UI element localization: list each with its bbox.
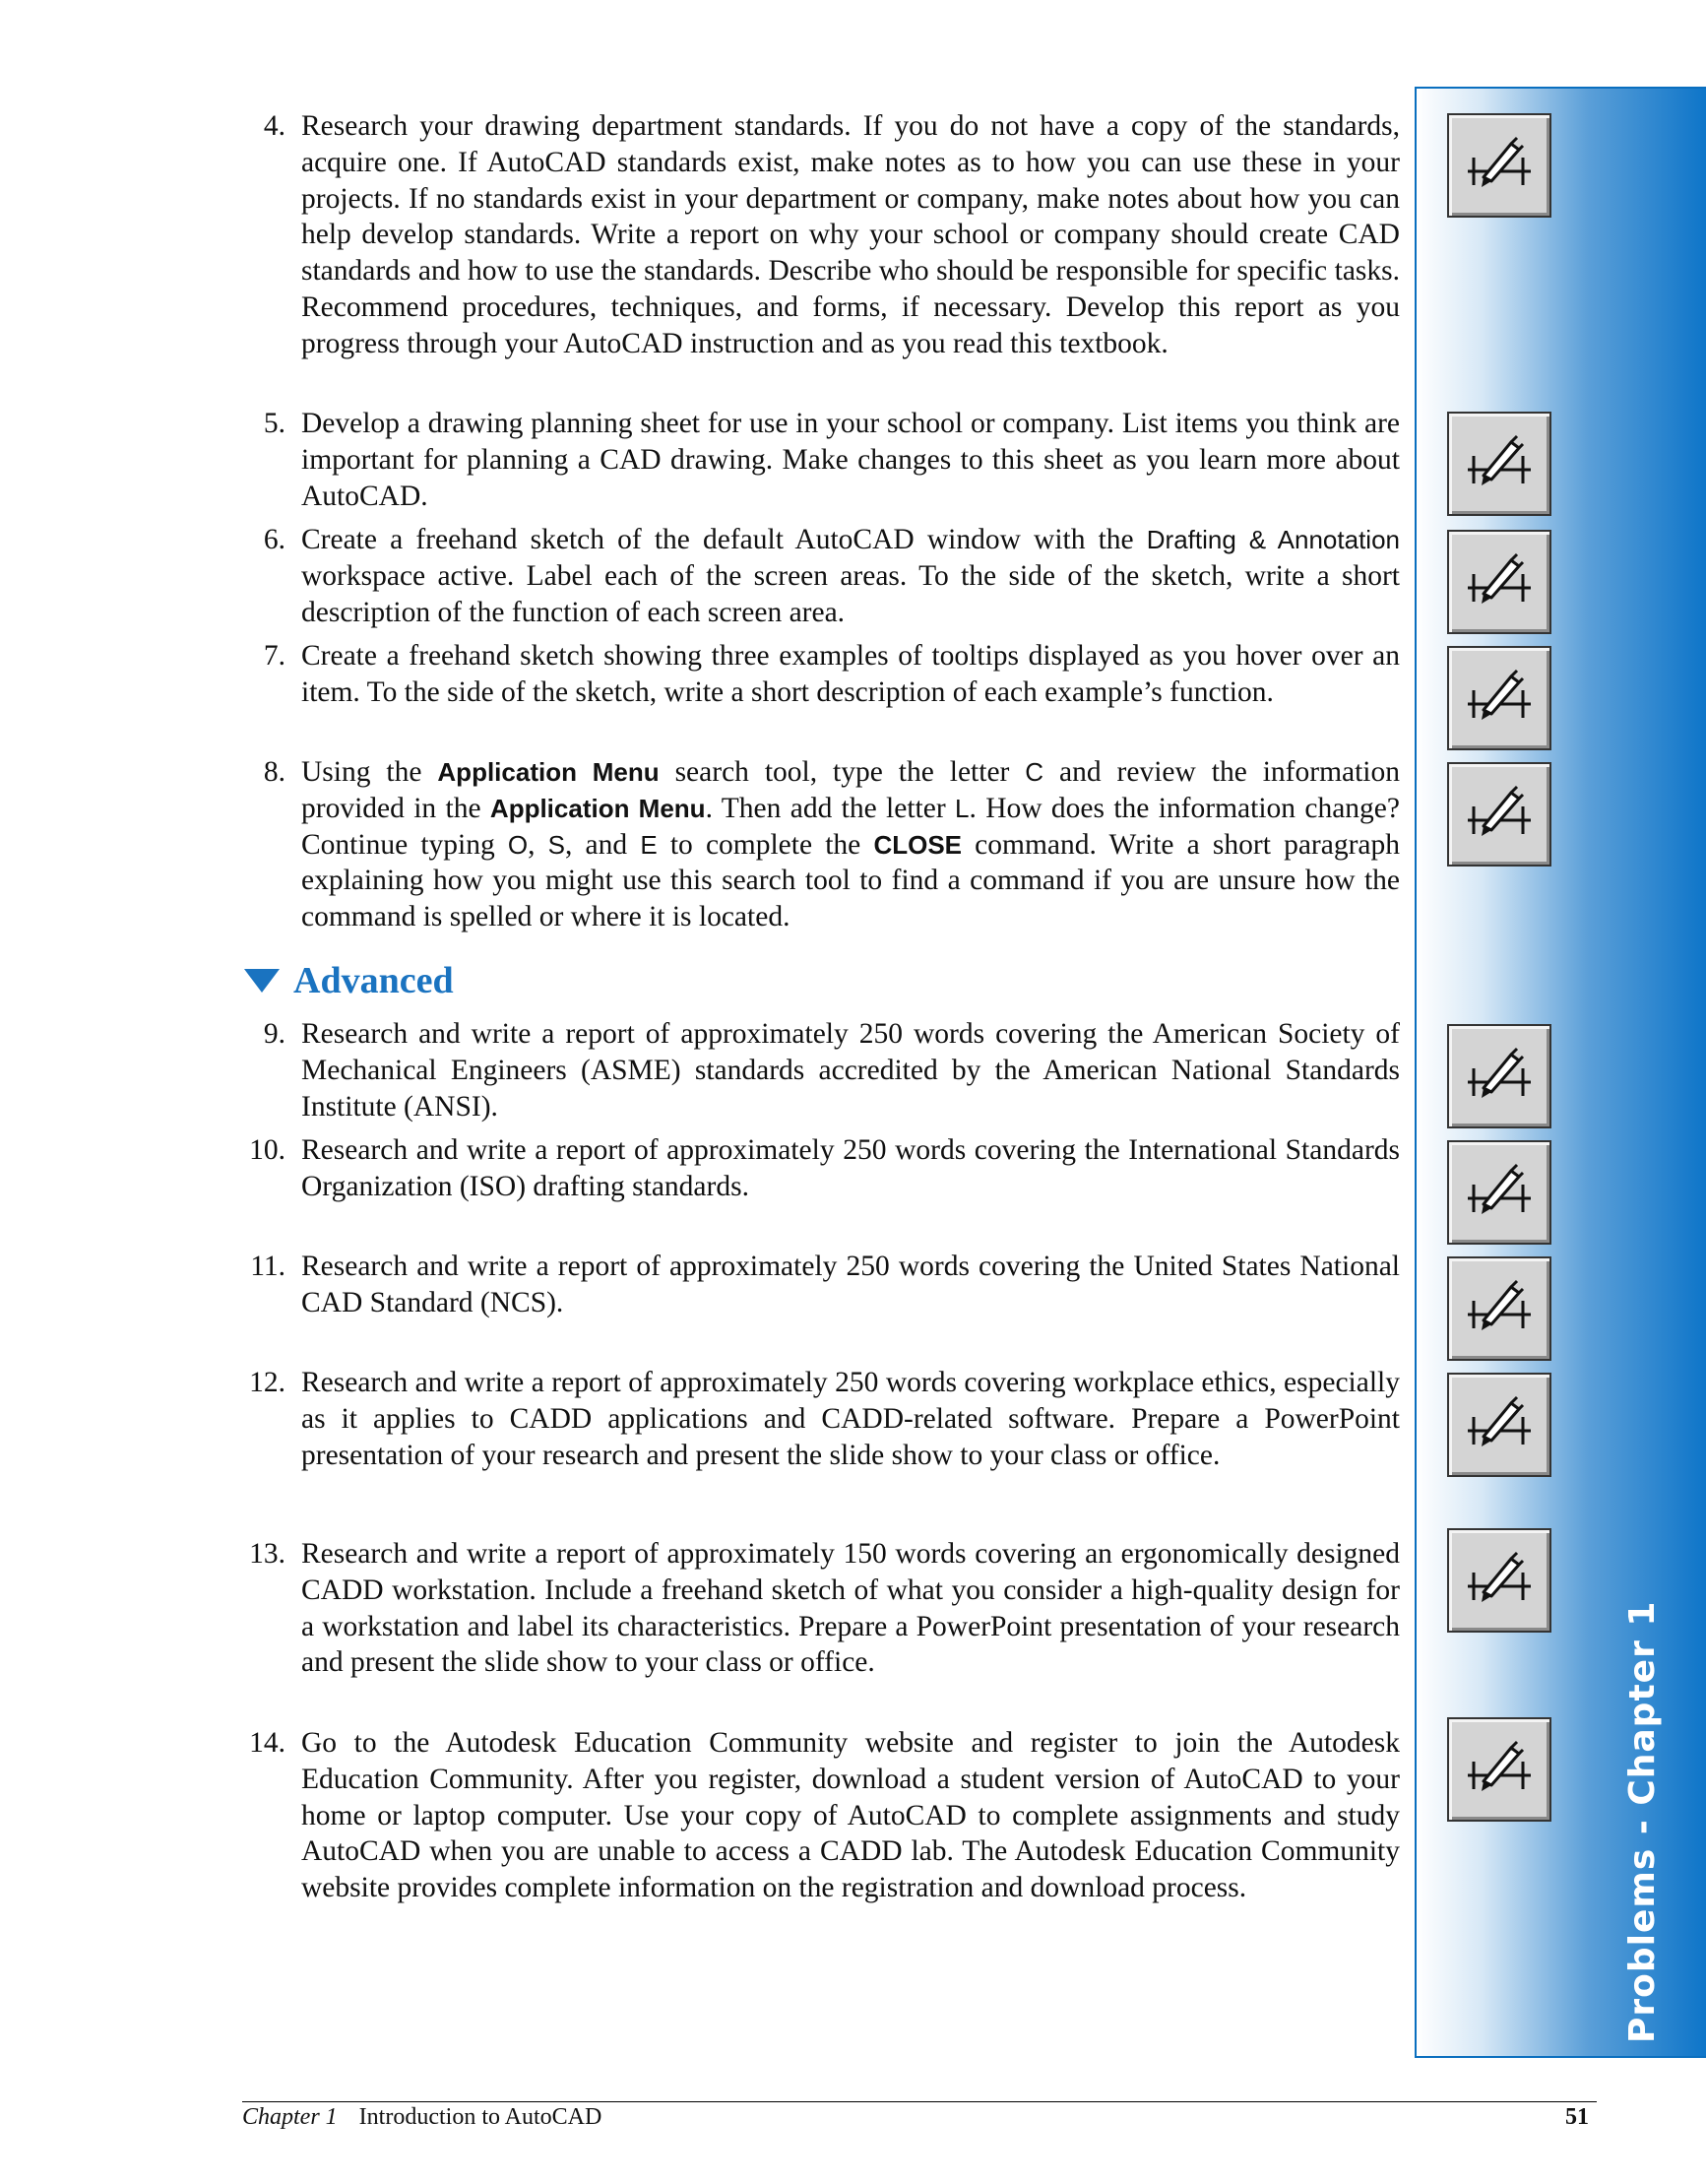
drafting-pencil-icon [1447,412,1551,516]
ui-term: CLOSE [873,829,963,860]
problem-item [219,1249,1400,1321]
problem-text [301,1249,1400,1321]
text-run: Go to the Autodesk Education Community website and register to join the Autodesk Education Community. After you register, download a student version of AutoCAD to your home or laptop computer. Use your copy of AutoCAD to complete assignments and study AutoCAD when you are unable to access a CADD lab. The Autodesk Education Community website provides complete information on the registration and download process. [301,1727,1400,1904]
ui-term: L [955,793,970,823]
text-run: Research and write a report of approximately 250 words covering the United States National CAD Standard (NCS). [301,1251,1400,1318]
drafting-pencil-icon [1447,1256,1551,1361]
text-run: search tool, type the letter [659,756,1026,788]
problem-number: 14. [249,1727,285,1759]
problem-item [219,638,1400,711]
problem-number: 6. [263,524,285,555]
text-run: Research your drawing department standards. If you do not have a copy of the standards, acquire one. If AutoCAD standards exist, make notes as to how you can use these in your projects. If no standards exist in your department or company, make notes about how you can help develop standards. Write a report on why your school or company should create CAD standards and how to use the standards. Describe who should be responsible for specific tasks. Recommend procedures, techniques, and forms, if necessary. Develop this report as you progress through your AutoCAD instruction and as you read this textbook. [301,110,1400,359]
text-run: Research and write a report of approximately 250 words covering workplace ethics, especially as it applies to CADD applications and CADD-related software. Prepare a PowerPoint presentation of your research and present the slide show to your class or office. [301,1367,1400,1471]
drafting-pencil-icon [1447,1528,1551,1633]
problem-item [219,522,1400,630]
problem-text [301,1132,1400,1205]
footer-title: Introduction to AutoCAD [358,2104,602,2130]
problem-number: 5. [263,408,285,439]
problem-text [301,638,1400,711]
problem-number: 13. [249,1538,285,1570]
drafting-pencil-icon [1447,530,1551,634]
text-run: Develop a drawing planning sheet for use in your school or company. List items you think are important for planning a CAD drawing. Make changes to this sheet as you learn more about AutoCAD. [301,408,1400,512]
text-run: Create a freehand sketch of the default AutoCAD window with the [301,524,1147,555]
problem-number: 12. [249,1367,285,1398]
text-run: and review the information provided in the [301,756,1400,824]
text-run: . Then add the letter [705,792,956,824]
problem-item [219,406,1400,514]
ui-term: Application Menu [437,757,660,787]
problem-item [219,754,1400,935]
problem-number: 7. [263,640,285,672]
problem-text [301,1016,1400,1124]
drafting-pencil-icon [1447,113,1551,218]
ui-term: C [1025,757,1044,787]
problem-item [219,1365,1400,1473]
problem-text [301,754,1400,935]
problem-number: 11. [250,1251,285,1282]
problem-item [219,1016,1400,1124]
text-run: Research and write a report of approximately 250 words covering the International Standards Organization (ISO) drafting standards. [301,1134,1400,1202]
problem-number: 9. [263,1018,285,1050]
ui-term: Application Menu [489,793,706,823]
side-tab-title: Problems - Chapter 1 [1622,1600,1663,2043]
drafting-pencil-icon [1447,1373,1551,1477]
problem-text [301,1536,1400,1681]
text-run: to complete the [657,828,874,861]
problem-text [301,406,1400,514]
footer-chapter: Chapter 1 [242,2104,338,2130]
problem-number: 8. [263,756,285,788]
ui-term: Drafting & Annotation [1146,525,1400,554]
page-number: 51 [1565,2104,1589,2130]
drafting-pencil-icon [1447,1024,1551,1128]
text-run: Research and write a report of approximately 150 words covering an ergonomically designed CADD workstation. Include a freehand sketch of what you consider a high-quality design for a workstation and label its characteristics. Prepare a PowerPoint presentation of your research and present the slide show to your class or office. [301,1538,1400,1679]
problem-text [301,1365,1400,1473]
text-run: command. Write a short paragraph explaining how you might use this search tool to find a command if you are unsure how the command is spelled or where it is located. [301,828,1401,933]
problem-item [219,108,1400,362]
drafting-pencil-icon [1447,762,1551,867]
problem-item [219,1132,1400,1205]
text-run: , and [565,828,641,861]
text-run: Using the [301,756,438,788]
drafting-pencil-icon [1447,1140,1551,1245]
footer-rule [242,2101,1597,2102]
triangle-down-icon [244,969,280,993]
problem-text [301,108,1400,362]
ui-term: O [507,829,529,860]
text-run: Create a freehand sketch showing three examples of tooltips displayed as you hover over an item. To the side of the sketch, write a short description of each example’s function. [301,640,1400,708]
problem-number: 10. [249,1134,285,1166]
text-run: . How does the information change? Continue typing [301,792,1400,861]
ui-term: E [640,829,658,860]
drafting-pencil-icon [1447,1717,1551,1822]
problem-item [219,1536,1400,1681]
problem-text [301,1725,1400,1906]
section-heading [244,959,454,1002]
problem-text [301,522,1400,630]
text-run: , [528,828,548,861]
text-run: Research and write a report of approximately 250 words covering the American Society of Mechanical Engineers (ASME) standards accredited by the American National Standards Institute (ANSI). [301,1018,1400,1123]
text-run: workspace active. Label each of the screen areas. To the side of the sketch, write a short description of the function of each screen area. [301,559,1400,628]
section-heading-label: Advanced [293,960,454,1001]
problem-number: 4. [263,110,285,142]
footer-chapter-line [242,2104,601,2131]
problem-item [219,1725,1400,1906]
ui-term: S [547,829,566,860]
drafting-pencil-icon [1447,646,1551,750]
